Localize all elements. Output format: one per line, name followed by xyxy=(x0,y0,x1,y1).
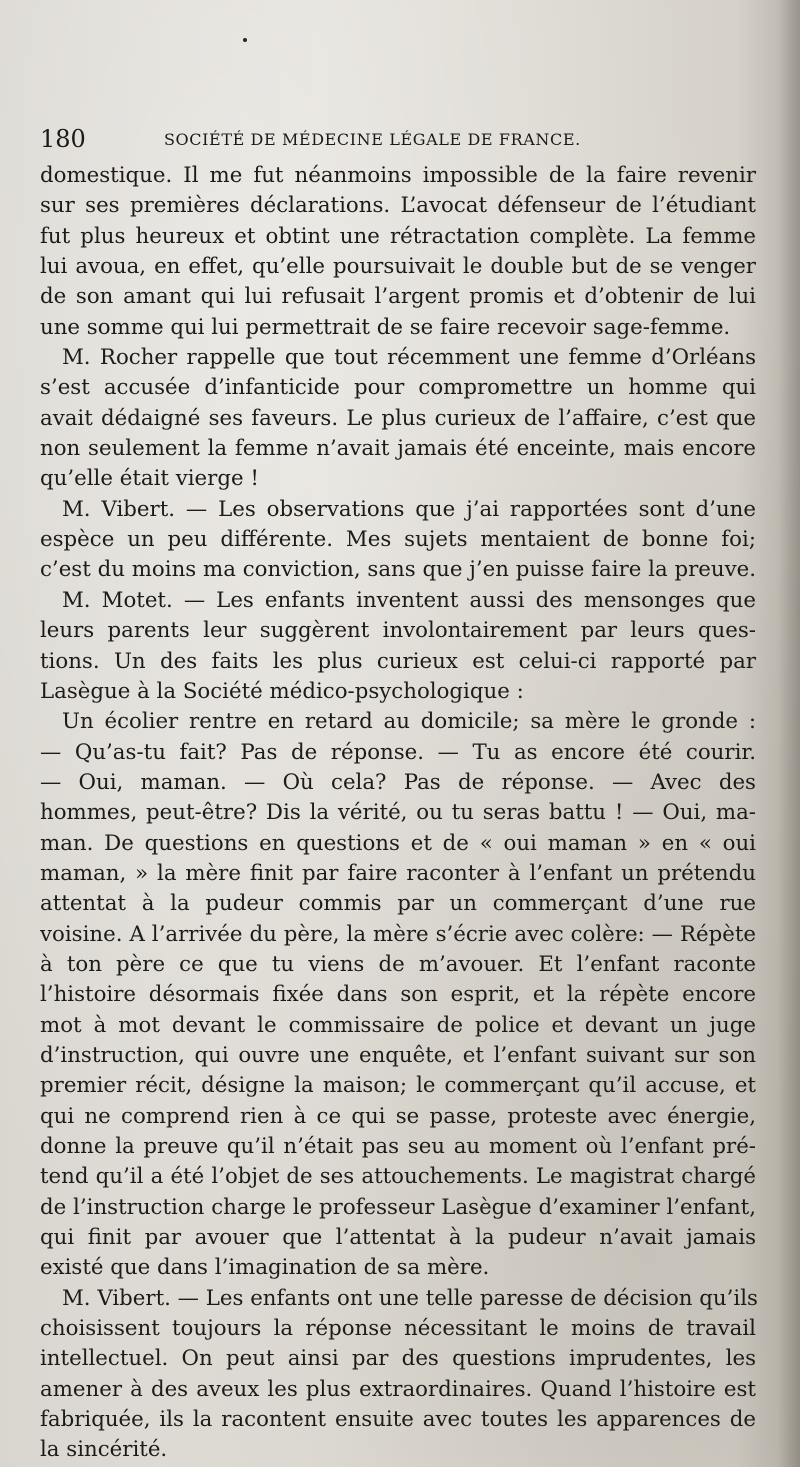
running-title: SOCIÉTÉ DE MÉDECINE LÉGALE DE FRANCE. xyxy=(164,130,581,149)
page-edge-shadow xyxy=(778,0,800,1467)
text-line: maman, » la mère finit par faire raconter à l’enfant un prétendu xyxy=(40,860,756,886)
text-line: qu’elle était vierge ! xyxy=(40,466,259,492)
text-line: amener à des aveux les plus extraordinaires. Quand l’histoire est xyxy=(40,1376,756,1402)
text-line: Lasègue à la Société médico-psychologique : xyxy=(40,678,524,704)
ink-speck xyxy=(243,38,247,42)
text-line: c’est du moins ma conviction, sans que j’en puisse faire la preuve. xyxy=(40,557,756,583)
text-line: domestique. Il me fut néanmoins impossible de la faire revenir xyxy=(40,163,756,188)
body-text xyxy=(40,161,756,1466)
text-line: choisissent toujours la réponse nécessitant le moins de travail xyxy=(40,1316,756,1342)
page-number: 180 xyxy=(40,125,86,153)
page-header xyxy=(40,124,760,154)
text-line: existé que dans l’imagination de sa mère. xyxy=(40,1255,490,1281)
text-line: man. De questions en questions et de « oui maman » en « oui xyxy=(40,830,756,856)
text-line: intellectuel. On peut ainsi par des questions imprudentes, les xyxy=(40,1346,756,1372)
text-line: s’est accusée d’infanticide pour compromettre un homme qui xyxy=(40,375,756,401)
text-line: donne la preuve qu’il n’était pas seu au moment où l’enfant pré- xyxy=(40,1134,756,1159)
text-line: Un écolier rentre en retard au domicile; sa mère le gronde : xyxy=(62,709,756,735)
text-line: qui finit par avouer que l’attentat à la pudeur n’avait jamais xyxy=(40,1225,756,1251)
text-line: l’histoire désormais fixée dans son esprit, et la répète encore xyxy=(40,982,756,1008)
text-line: M. Vibert. — Les observations que j’ai rapportées sont d’une xyxy=(62,496,756,522)
text-line: de l’instruction charge le professeur Lasègue d’examiner l’enfant, xyxy=(40,1194,756,1220)
text-line: M. Motet. — Les enfants inventent aussi des mensonges que xyxy=(62,587,756,613)
text-line: premier récit, désigne la maison; le commerçant qu’il accuse, et xyxy=(40,1073,756,1099)
text-line: qui ne comprend rien à ce qui se passe, proteste avec énergie, xyxy=(40,1103,756,1129)
text-line: une somme qui lui permettrait de se faire recevoir sage-femme. xyxy=(40,314,731,340)
text-line: — Oui, maman. — Où cela? Pas de réponse. — Avec des xyxy=(40,769,756,795)
text-line: de son amant qui lui refusait l’argent promis et d’obtenir de lui xyxy=(40,284,756,310)
text-line: sur ses premières déclarations. L’avocat défenseur de l’étudiant xyxy=(40,193,756,219)
text-line: fut plus heureux et obtint une rétractation complète. La femme xyxy=(40,223,756,249)
text-line: avait dédaigné ses faveurs. Le plus curieux de l’affaire, c’est que xyxy=(40,405,756,431)
text-line: d’instruction, qui ouvre une enquête, et l’enfant suivant sur son xyxy=(40,1042,756,1068)
text-line: leurs parents leur suggèrent involontairement par leurs ques- xyxy=(40,618,756,644)
text-line: mot à mot devant le commissaire de police et devant un juge xyxy=(40,1012,756,1038)
text-line: espèce un peu différente. Mes sujets mentaient de bonne foi; xyxy=(40,527,756,553)
text-line: lui avoua, en effet, qu’elle poursuivait le double but de se venger xyxy=(40,254,756,280)
text-line: M. Vibert. — Les enfants ont une telle paresse de décision qu’ils xyxy=(62,1285,758,1311)
text-line: hommes, peut-être? Dis la vérité, ou tu seras battu ! — Oui, ma- xyxy=(40,800,756,826)
text-line: M. Rocher rappelle que tout récemment une femme d’Orléans xyxy=(62,345,756,371)
text-line: attentat à la pudeur commis par un commerçant d’une rue xyxy=(40,891,756,917)
text-line: tions. Un des faits les plus curieux est celui-ci rapporté par xyxy=(40,648,756,674)
text-line: tend qu’il a été l’objet de ses attouchements. Le magistrat chargé xyxy=(40,1164,756,1190)
text-line: non seulement la femme n’avait jamais été enceinte, mais encore xyxy=(40,436,756,462)
text-line: voisine. A l’arrivée du père, la mère s’écrie avec colère: — Répète xyxy=(40,921,756,947)
text-line: — Qu’as-tu fait? Pas de réponse. — Tu as encore été courir. xyxy=(40,739,756,765)
text-line: fabriquée, ils la racontent ensuite avec toutes les apparences de xyxy=(40,1407,756,1433)
text-line: à ton père ce que tu viens de m’avouer. Et l’enfant raconte xyxy=(40,951,756,977)
text-line: la sincérité. xyxy=(40,1437,168,1463)
